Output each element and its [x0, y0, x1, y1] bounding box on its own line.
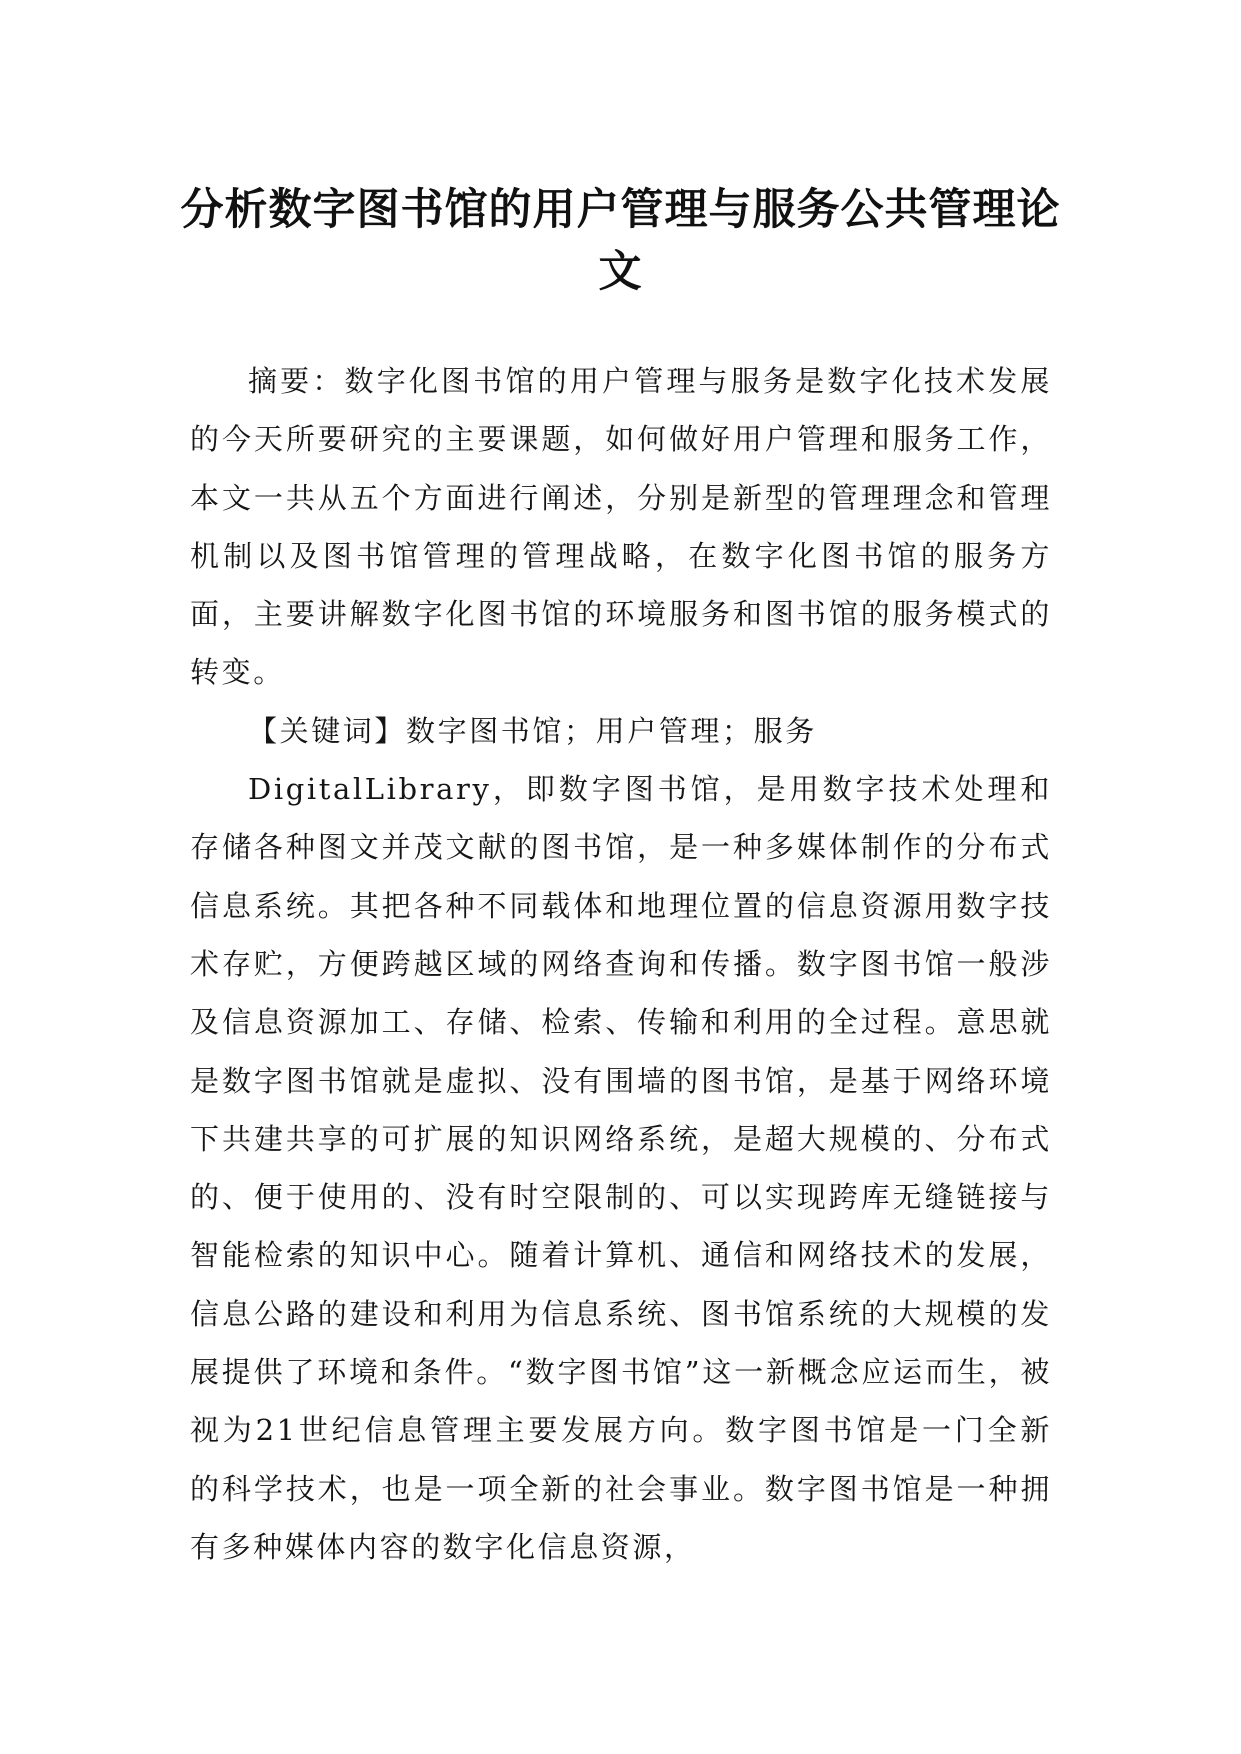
intro-paragraph: DigitalLibrary，即数字图书馆，是用数字技术处理和存储各种图文并茂文献的图书馆，是一种多媒体制作的分布式信息系统。其把各种不同载体和地理位置的信息资源用数字技术存贮，方便跨越区域的网络查询和传播。数字图书馆一般涉及信息资源加工、存储、检索、传输和利用的全过程。意思就是数字图书馆就是虚拟、没有围墙的图书馆，是基于网络环境下共建共享的可扩展的知识网络系统，是超大规模的、分布式的、便于使用的、没有时空限制的、可以实现跨库无缝链接与智能检索的知识中心。随着计算机、通信和网络技术的发展，信息公路的建设和利用为信息系统、图书馆系统的大规模的发展提供了环境和条件。“数字图书馆”这一新概念应运而生，被视为21世纪信息管理主要发展方向。数字图书馆是一门全新的科学技术，也是一项全新的社会事业。数字图书馆是一种拥有多种媒体内容的数字化信息资源，	[190, 772, 1052, 1564]
keywords-line: 【关键词】数字图书馆；用户管理；服务	[248, 713, 817, 748]
abstract-paragraph: 摘要：数字化图书馆的用户管理与服务是数字化技术发展的今天所要研究的主要课题，如何做好用户管理和服务工作，本文一共从五个方面进行阐述，分别是新型的管理理念和管理机制以及图书馆管理的管理战略，在数字化图书馆的服务方面，主要讲解数字化图书馆的环境服务和图书馆的服务模式的转变。	[190, 364, 1052, 690]
document-body	[190, 352, 1052, 1576]
document-title: 分析数字图书馆的用户管理与服务公共管理论文	[180, 184, 1061, 297]
